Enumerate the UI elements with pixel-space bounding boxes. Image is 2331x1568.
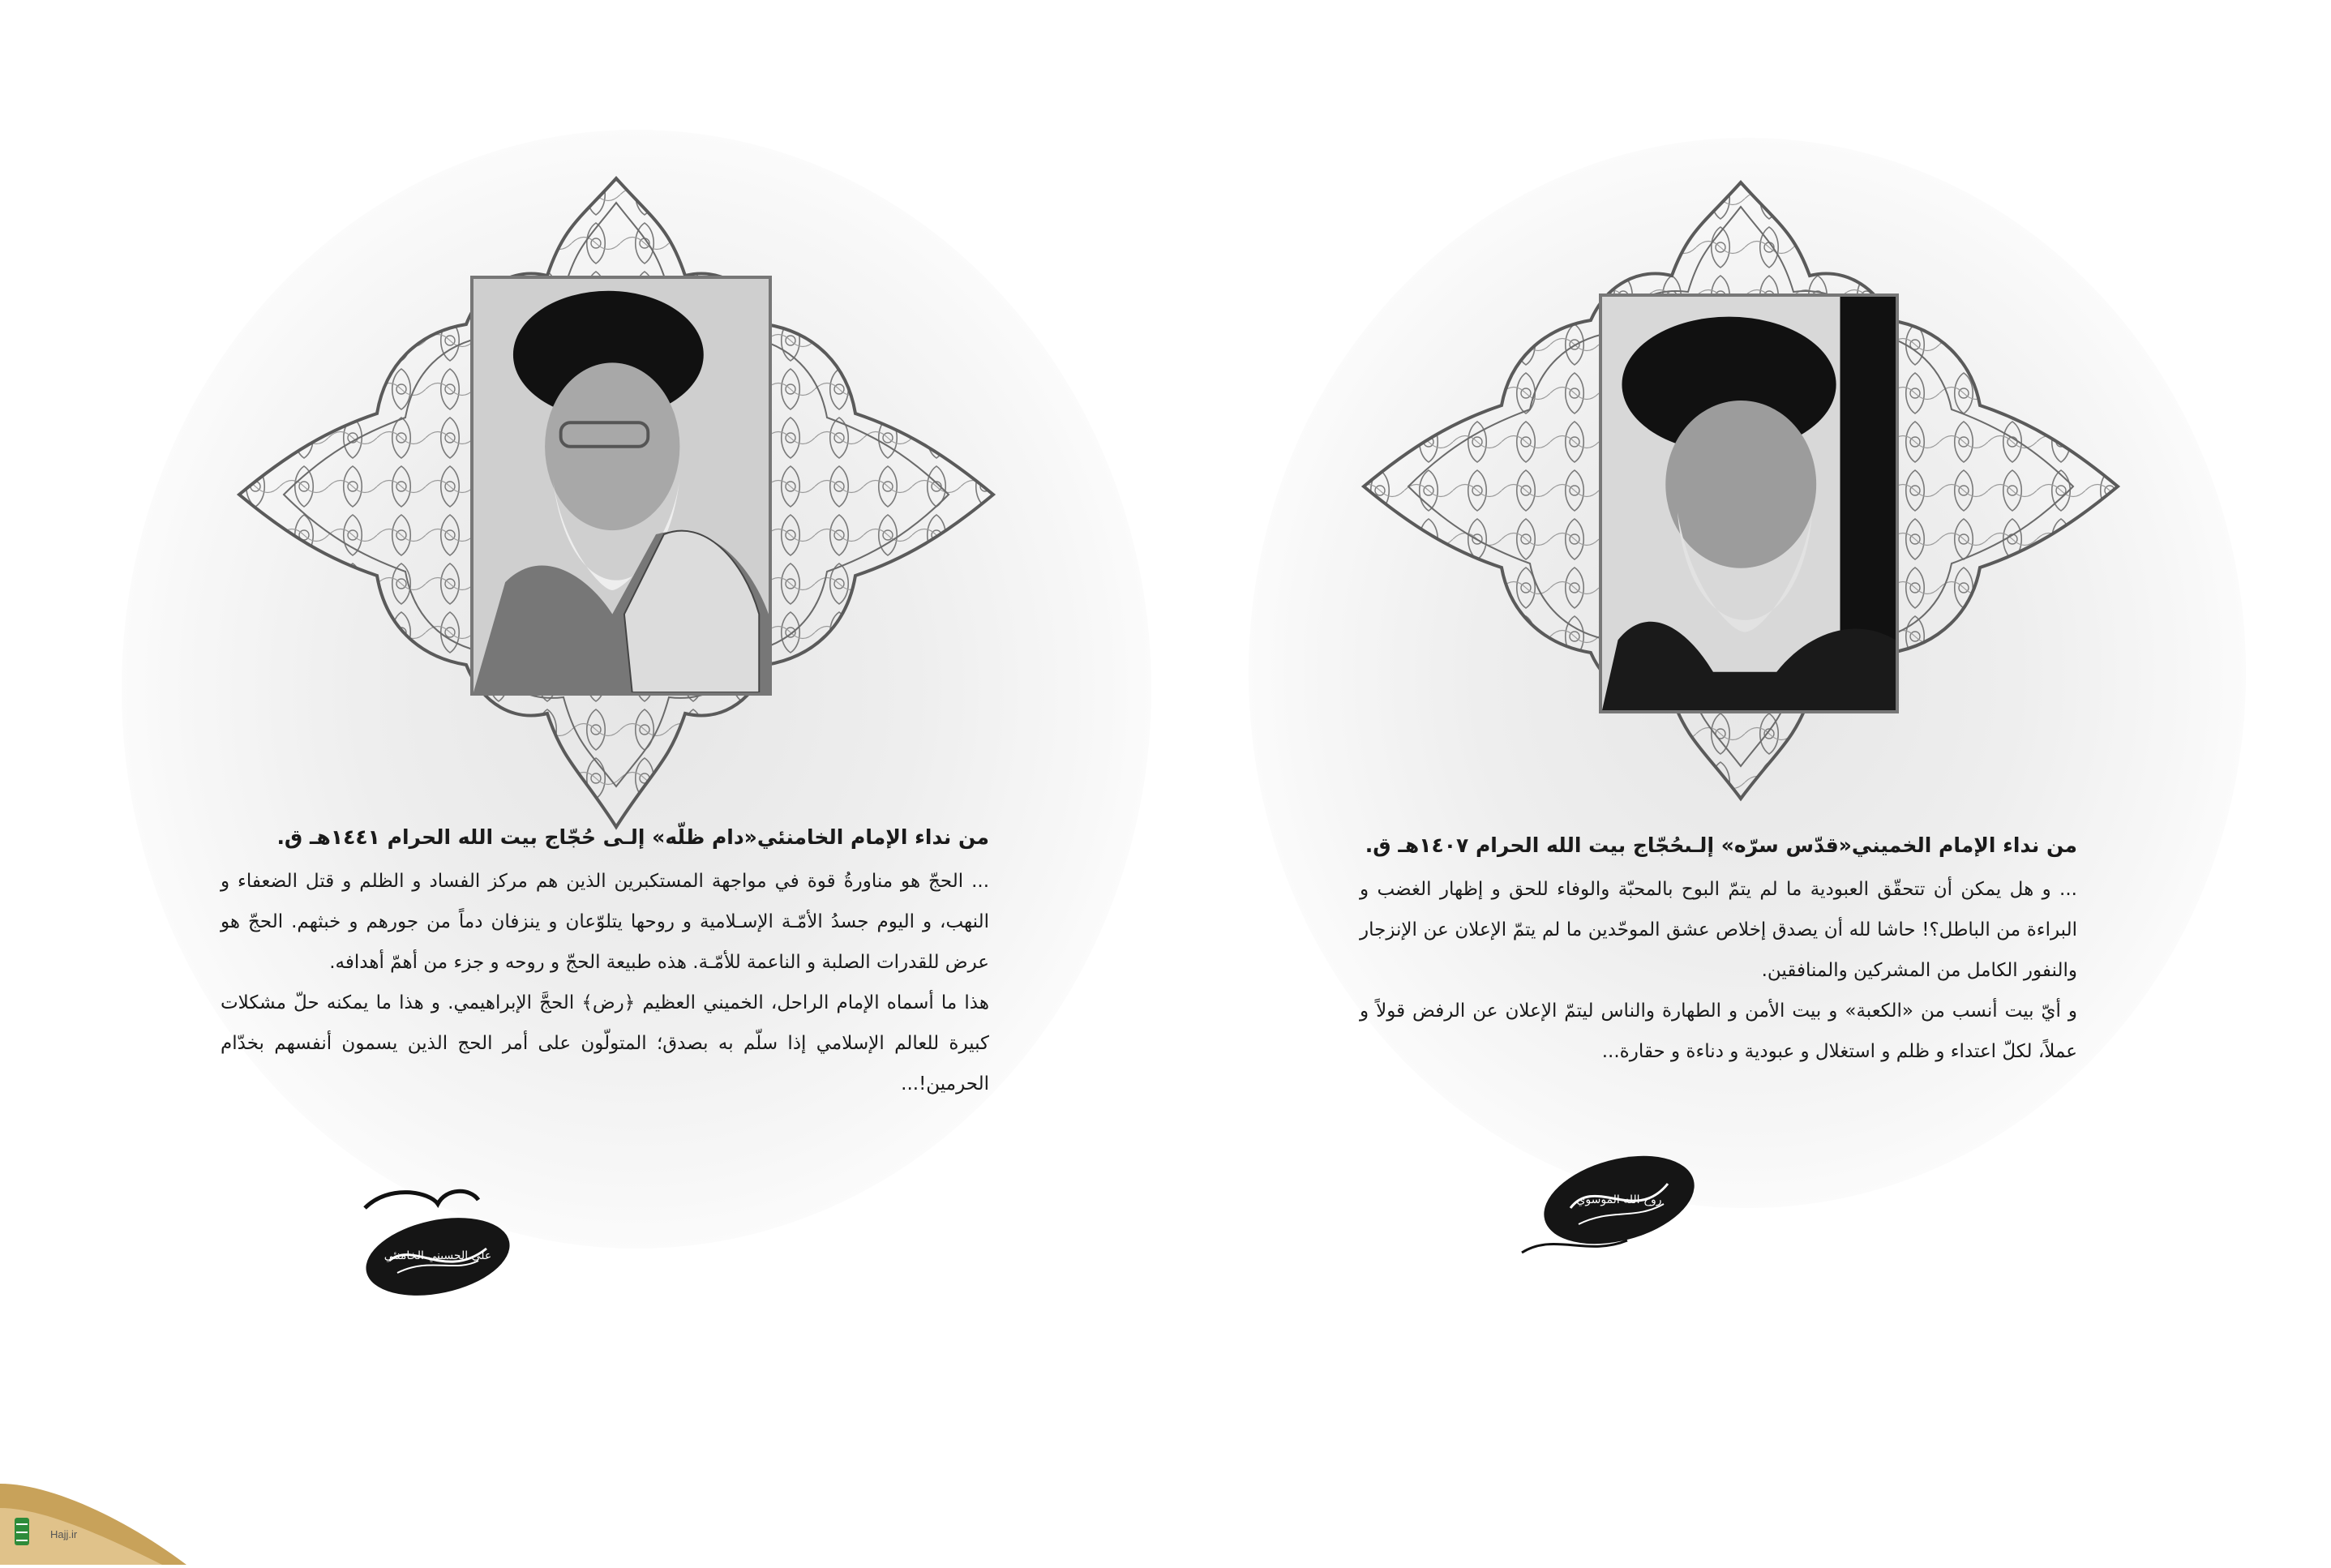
hajj-logo-icon [0,1467,186,1565]
portrait-figure [1602,297,1896,710]
right-paragraph-2: و أيّ بيت أنسب من «الكعبة» و بيت الأمن و الطهارة والناس ليتمّ الإعلان عن الرفض قولاً و عملاً، لكلّ اعتداء و ظلم و استغلال و عبودية و دناءة و حقارة... [1360,1000,2077,1062]
left-heading: من نداء الإمام الخامنئي«دام ظلّه» إلـى حُجّاج بيت الله الحرام ١٤٤١هـ ق. [276,825,989,849]
right-signature-text: روح الله الموسوي [1576,1193,1662,1206]
right-body-text [1360,869,2077,1072]
hajj-site-label: Hajj.ir [50,1528,78,1540]
left-panel [0,0,1165,1565]
right-heading: من نداء الإمام الخميني«قدّس سرّه» إلـىحُجّاج بيت الله الحرام ١٤٠٧هـ ق. [1365,833,2077,857]
left-body-text [221,861,989,1104]
left-paragraph-1: ... الحجّ هو مناورةُ قوة في مواجهة المستكبرين الذين هم مركز الفساد و الظلم و قتل الضعفاء و النهب، و اليوم جسدُ الأمّـة الإسـلامية و روحها يتلوّعان و ينزفان دماً من جورهم و خبثهم. الحجّ هو عرض للقدرات الصلبة و الناعمة للأمّـة. هذه طبيعة الحجّ و روحه و جزء من أهمّ أهدافه. [221,871,989,973]
right-portrait-photo [1599,293,1899,713]
right-panel [1165,0,2331,1565]
khamenei-signature-seal [357,1184,519,1297]
right-paragraph-1: ... و هل يمكن أن تتحقّق العبودية ما لم يتمّ البوح بالمحبّة والوفاء للحق و إظهار الغضب و البراءة من الباطل؟! حاشا لله أن يصدق إخلاص عشق الموحّدين ما لم يتمّ الإعلان عن الإنزجار والنفور الكامل من المشركين والمنافقين. [1360,879,2077,981]
left-signature-text: علي الحسيني الخامنئي [384,1249,492,1262]
hajj-logo[interactable] [0,1467,186,1565]
left-portrait-photo [470,276,772,696]
portrait-figure [473,279,769,692]
left-paragraph-2: هذا ما أسماه الإمام الراحل، الخميني العظيم ﴿رض﴾ الحجَّ الإبراهيمي. و هذا ما يمكنه حلّ مشكلات كبيرة للعالم الإسلامي إذا سلّم به بصدق؛ المتولّون على أمر الحج الذين يسمون أنفسهم بخدّام الحرمين!... [221,992,989,1095]
khomeini-signature-seal [1514,1143,1700,1265]
left-signature [357,1184,519,1297]
right-signature [1514,1143,1700,1265]
